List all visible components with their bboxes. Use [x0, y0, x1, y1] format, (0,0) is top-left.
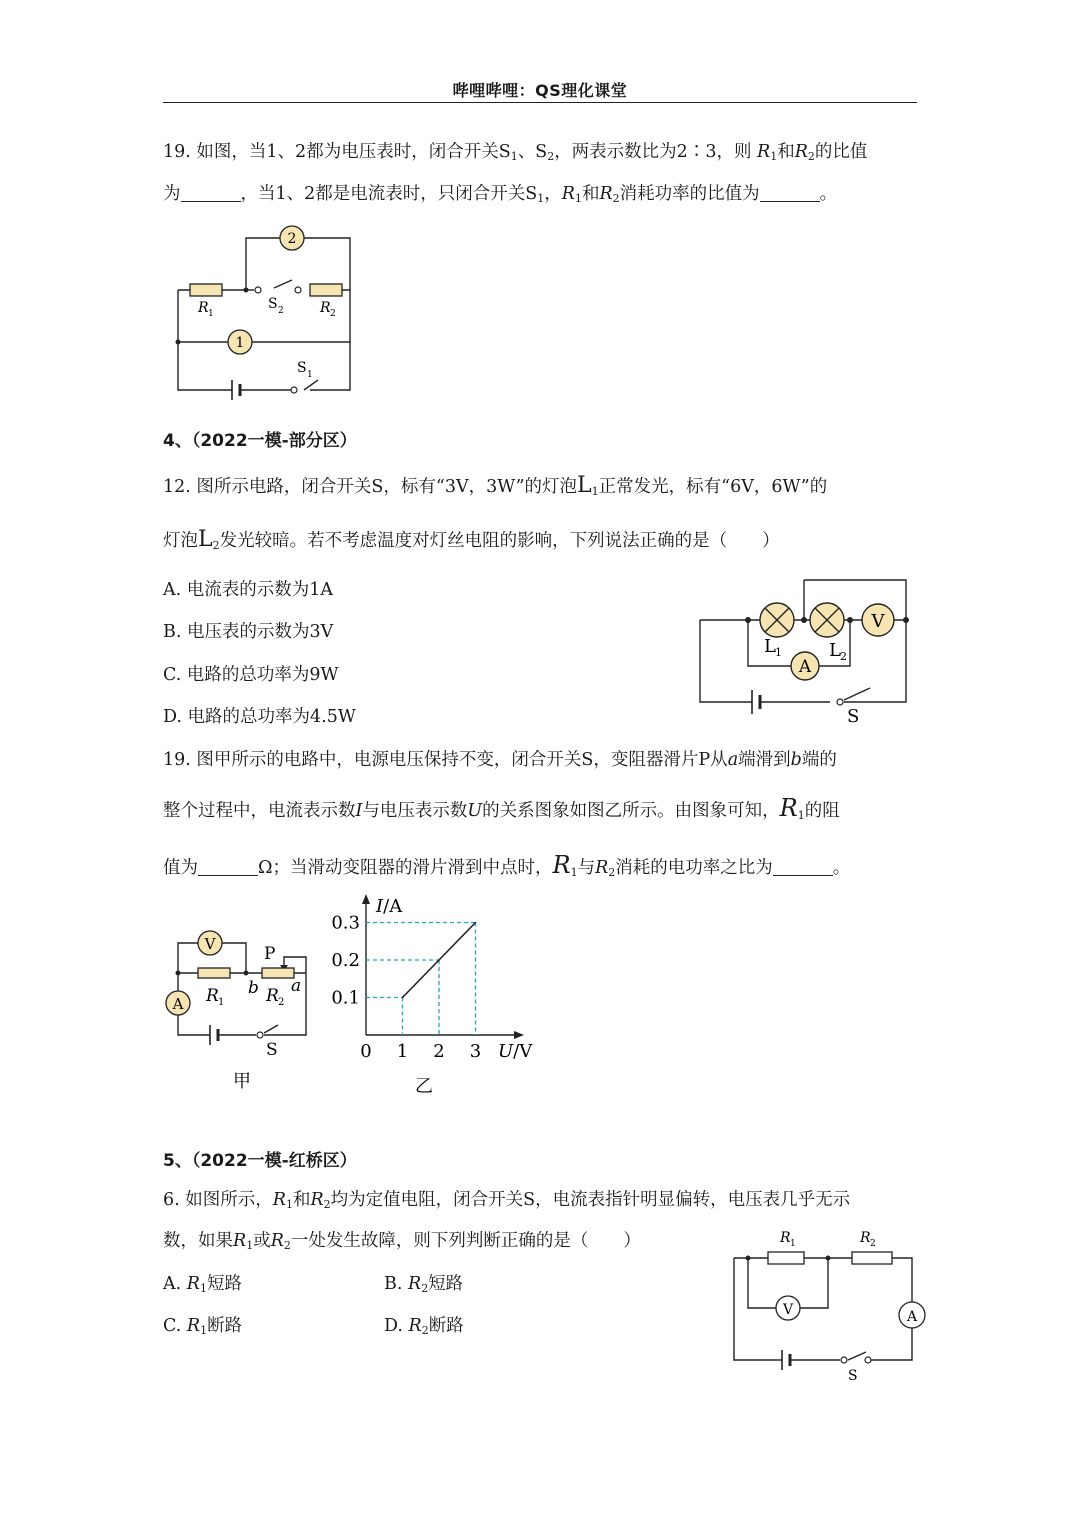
svg-text:1: 1 — [235, 335, 245, 351]
svg-text:S: S — [848, 1368, 858, 1384]
x-tick-label: 3 — [469, 1041, 482, 1062]
svg-text:R: R — [320, 300, 331, 316]
svg-text:2: 2 — [278, 997, 285, 1008]
svg-text:1: 1 — [775, 646, 782, 659]
answer-blank[interactable] — [198, 857, 258, 876]
lamp-l1 — [760, 603, 794, 637]
svg-text:R: R — [860, 1230, 871, 1246]
svg-text:R: R — [266, 986, 279, 1006]
data-point — [402, 997, 404, 999]
svg-text:1: 1 — [208, 309, 214, 319]
q19b-line1: 19. 图甲所示的电路中，电源电压保持不变，闭合开关S，变阻器滑片P从a端滑到b端的 — [163, 750, 837, 770]
resistor-r2 — [310, 284, 342, 296]
y-axis-label: I/A — [376, 896, 403, 917]
svg-text:V: V — [204, 935, 216, 953]
question-number: 19. — [163, 142, 191, 162]
svg-text:1: 1 — [790, 1239, 796, 1249]
x-tick-label: 0 — [360, 1041, 372, 1062]
q12-line1: 12. 图所示电路，闭合开关S，标有“3V，3W”的灯泡$L_1$正常发光，标有“6V，6W”的 — [163, 473, 828, 498]
data-point — [475, 922, 477, 924]
q6-option-c[interactable]: C. $R_1$断路 — [163, 1316, 243, 1337]
y-tick-label: 0.3 — [331, 912, 360, 934]
x-axis-label: U/V — [498, 1041, 533, 1062]
svg-text:V: V — [871, 611, 885, 632]
q12-line2: 灯泡$L_2$发光较暗。若不考虑温度对灯丝电阻的影响，下列说法正确的是（ ） — [163, 527, 780, 552]
svg-text:2: 2 — [870, 1239, 876, 1249]
q6-circuit-figure — [728, 1222, 928, 1387]
svg-text:V: V — [782, 1302, 794, 1318]
svg-text:S: S — [266, 1040, 278, 1060]
q19a-line2: 为 ，当1、2都是电流表时，只闭合开关$S_1$，$R_1$和$R_2$消耗功率的比值为 。 — [163, 184, 838, 205]
q12-option-c[interactable]: C. 电路的总功率为9W — [163, 665, 339, 685]
svg-text:b: b — [248, 978, 259, 998]
svg-text:A: A — [172, 995, 184, 1013]
q6-option-d[interactable]: D. $R_2$断路 — [384, 1316, 464, 1337]
answer-blank[interactable] — [181, 183, 241, 202]
y-tick-label: 0.2 — [331, 950, 360, 971]
svg-text:A: A — [906, 1309, 918, 1325]
svg-text:S: S — [268, 296, 278, 312]
svg-text:2: 2 — [278, 306, 284, 316]
q6-line1: 6. 如图所示，$R_1$和$R_2$均为定值电阻，闭合开关S，电流表指针明显偏转，电压表几乎无示 — [163, 1190, 851, 1211]
svg-text:1: 1 — [307, 370, 313, 380]
svg-text:L: L — [764, 636, 776, 657]
answer-blank[interactable] — [773, 857, 833, 876]
svg-text:L: L — [829, 640, 841, 661]
svg-text:R: R — [206, 986, 219, 1006]
data-point — [438, 959, 440, 961]
page-header: 哔哩哔哩：QS理化课堂 — [452, 81, 628, 100]
svg-text:a: a — [291, 976, 302, 996]
q6-option-a[interactable]: A. $R_1$短路 — [163, 1274, 242, 1295]
y-axis-arrow — [362, 894, 370, 904]
svg-text:1: 1 — [218, 997, 225, 1008]
svg-text:乙: 乙 — [415, 1076, 433, 1097]
q19b-line2: 整个过程中，电流表示数I与电压表示数U的关系图象如图乙所示。由图象可知，$R_1$的阻 — [163, 794, 840, 822]
header-rule — [163, 102, 917, 103]
q19b-iu-graph — [320, 890, 550, 1100]
svg-text:S: S — [847, 706, 860, 727]
svg-text:A: A — [798, 657, 812, 677]
x-tick-label: 1 — [396, 1041, 409, 1062]
q12-option-b[interactable]: B. 电压表的示数为3V — [163, 622, 334, 642]
lamp-l2 — [810, 603, 844, 637]
svg-text:S: S — [297, 360, 307, 376]
svg-text:2: 2 — [287, 231, 297, 247]
q19b-circuit-jia — [160, 925, 320, 1095]
q12-option-a[interactable]: A. 电流表的示数为1A — [163, 580, 334, 600]
q6-line2: 数，如果$R_1$或$R_2$一处发生故障，则下列判断正确的是（ ） — [163, 1231, 641, 1252]
svg-text:R: R — [780, 1230, 791, 1246]
rheostat-r2 — [262, 968, 294, 978]
resistor-r1 — [190, 284, 222, 296]
y-tick-label: 0.1 — [331, 987, 360, 1009]
resistor-r2 — [852, 1252, 892, 1264]
q12-circuit-figure — [694, 572, 918, 732]
svg-text:甲: 甲 — [233, 1071, 251, 1092]
q19a-circuit-figure — [160, 220, 370, 410]
q19a-line1: 19. 如图，当1、2都为电压表时，闭合开关$S_1$、$S_2$，两表示数比为2∶3，则 $R_1$和$R_2$的比值 — [163, 142, 868, 163]
q19b-line3: 值为 Ω；当滑动变阻器的滑片滑到中点时，$R_1$与$R_2$消耗的电功率之比为 。 — [163, 851, 851, 879]
q6-option-b[interactable]: B. $R_2$短路 — [384, 1274, 464, 1295]
x-axis-arrow — [514, 1031, 524, 1039]
resistor-r1 — [768, 1252, 804, 1264]
section-5-heading: 5、（2022一模-红桥区） — [163, 1151, 357, 1171]
answer-blank[interactable] — [760, 183, 820, 202]
x-tick-label: 2 — [433, 1041, 445, 1062]
q12-option-d[interactable]: D. 电路的总功率为4.5W — [163, 707, 356, 727]
svg-text:R: R — [198, 300, 209, 316]
svg-text:P: P — [264, 944, 276, 964]
resistor-r1 — [198, 968, 230, 978]
section-4-heading: 4、（2022一模-部分区） — [163, 431, 357, 451]
svg-text:2: 2 — [840, 650, 847, 663]
svg-text:2: 2 — [330, 309, 336, 319]
